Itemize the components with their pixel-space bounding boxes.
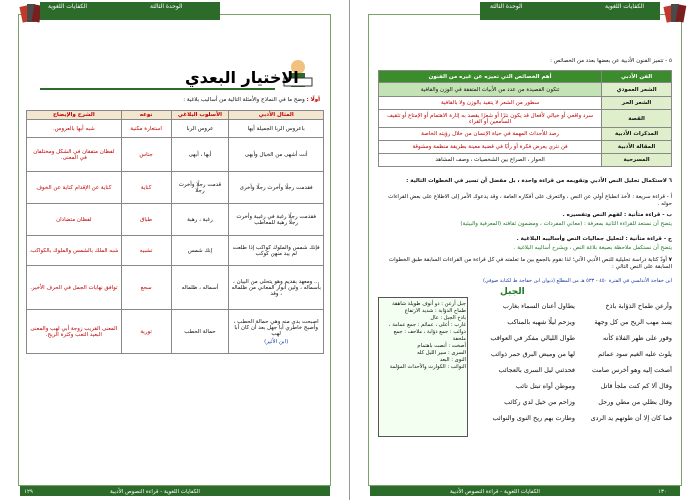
row-type: سجع (121, 266, 171, 310)
genre-row (379, 110, 672, 128)
row-explain: لفظان متضادان (27, 204, 122, 236)
genre-name: الشعر الحر (602, 97, 672, 110)
genre-trait: فن نثري يعرض فكرة أو رأيًا في قضية معينة بطريقة منظمة ومشوقة (379, 141, 602, 154)
genre-row (379, 97, 672, 110)
table-header-row (27, 111, 324, 120)
header-genre: الفن الأدبي (602, 71, 672, 83)
row-explain: شبه أبها بالعروس. (27, 120, 122, 138)
row-example: أنت أشهى من الخيال وأبهى (229, 138, 324, 172)
glossary-list (382, 301, 466, 371)
glossary-item: السرى : سير الليل كله (417, 350, 466, 357)
row-explain: المعنى القريب زوجة أبي لهب والمعنى البعيد التعب وكثرة الريح. (27, 310, 122, 354)
table-row (27, 236, 324, 266)
row-example: ... ومعهد بقديم وهو يتحلى من البيان ، بأسماله ، ولين أنوار المعاني من ظلماله ، وقد (229, 266, 324, 310)
row-example-text: اصبحت بدي منه وهي حمالة الحطب ، وأصبح خاطري أبا جهل بعد أن كان أبا لهب (233, 318, 319, 337)
row-example: فإنك شمس والملوك كواكب إذا طلعت لم يبد منهن كوكب (229, 236, 324, 266)
genres-header-row (379, 71, 672, 83)
row-type: طباق (121, 204, 171, 236)
poem-heading: الجبل (500, 287, 525, 297)
genre-row (379, 83, 672, 97)
row-type: استعارة مكنية (121, 120, 171, 138)
poem-first-hemistich: فما كان إلا أن طوتهم يد الردى (590, 414, 672, 422)
poem-second-hemistich: يطاول أعنان السماء بغارب (502, 302, 575, 310)
page-number: ١٣٠ (658, 489, 667, 495)
genre-row (379, 128, 672, 141)
poem-first-hemistich: وقور على ظهر الفلاة كأنه (603, 334, 672, 342)
right-page (350, 0, 700, 500)
poem-second-hemistich: طوال الليالي مفكر في العواقب (490, 334, 575, 342)
row-device: إنك شمس (171, 236, 229, 266)
genre-name: الشعر العمودي (602, 83, 672, 97)
page-number: ١٢٩ (24, 489, 33, 495)
question-label: أولًا : (306, 97, 320, 103)
footer-book-title: الكفايات اللغوية - قراءة النصوص الأدبية (450, 489, 540, 495)
step-c: ج - قراءة متأنية : لتحليل جماليات النص وأساليبه البلاغية . (516, 236, 672, 242)
poem-source: ابن خفاجة الأندلسي في الفترة ٤٥٠ - ٥٣٣ هـ من المطلع (ديوان ابن خفاجة ط لكتابة صوفي) (482, 278, 672, 284)
step-a: أ - قراءة سريعة : لأخذ انطباع أولي عن النص ، والتعرف على أفكاره العامة ، وقد يدعوك الأمر إلى الاطلاع على بعض القراءات حوله . (388, 194, 672, 208)
step-b: ب - قراءة متأنية : لفهم النص وتفسيره . (562, 212, 672, 218)
title-underline (40, 88, 275, 90)
poem-second-hemistich: لها من وميض البرق حمر ذوائب (490, 350, 575, 358)
ribbon-skills: الكفايات اللغوية (48, 3, 88, 10)
row-device: عروس الربا (171, 120, 229, 138)
table-row (27, 266, 324, 310)
glossary-item: باذخ الجبل : عال (430, 315, 466, 322)
page-title: الاختيار البعدي (185, 68, 299, 87)
rhetoric-table (26, 110, 324, 354)
row-example (229, 310, 324, 354)
q6-number: ٦ (668, 178, 672, 184)
genre-trait: سطور من الشعر لا يتقيد بالوزن ولا بالقافية (379, 97, 602, 110)
header-traits: أهم الخصائص التي تميزه عن غيره من الفنون (379, 71, 602, 83)
step-seven (378, 257, 672, 272)
genre-trait: رصد للأحداث المهمة في حياة الإنسان من خلال رؤيته الخاصة (379, 128, 602, 141)
ribbon-skills: الكفايات اللغوية (605, 3, 645, 10)
step-c-note: يتضح أن نستكمل ملاحظة بصيغة بلاغة النص ، ويشرح أساليبه البلاغية . (513, 245, 672, 251)
row-device: أبها ، أبهى (171, 138, 229, 172)
step-six (378, 178, 672, 185)
table-row (27, 120, 324, 138)
row-example: فقدمت رجلًا وأخرت رجلًا وأخرى (229, 172, 324, 204)
header-device: الأسلوب البلاغي (171, 111, 229, 120)
poem-second-hemistich: ويزحم ليلًا شهبه بالمناكب (507, 318, 575, 326)
row-explain: لفظان متفقان في الشكل ومختلفان في المعنى. (27, 138, 122, 172)
poem-first-hemistich: وقال بظلي من مطي ورحل (598, 398, 672, 406)
genres-table (378, 70, 672, 167)
glossary-item: النوائب : الكوارث والأحداث المؤلمة (389, 364, 466, 371)
header-example: المثال الأدبي (229, 111, 324, 120)
row-type: جناس (121, 138, 171, 172)
poem-second-hemistich: وموطن أواه تبتل تائب (515, 382, 575, 390)
row-type: تورية (121, 310, 171, 354)
glossary-item: النوى : البعد (439, 357, 466, 364)
poem-second-hemistich: وزاحم من خيل لدي ركائب (504, 398, 575, 406)
intro-number: ٥ (669, 58, 672, 64)
poem-second-hemistich: فحدثني ليل السرى بالعجائب (498, 366, 575, 374)
row-device: حمالة الحطب (171, 310, 229, 354)
row-type: تشبيه (121, 236, 171, 266)
row-type: كناية (121, 172, 171, 204)
q7-number: ٧ (668, 257, 672, 263)
glossary-item: طماح الذؤابة : شديد الارتفاع (404, 308, 466, 315)
glossary-box (378, 297, 468, 437)
row-explain: كناية عن الإقدام كناية عن الخوف (27, 172, 122, 204)
poem-first-hemistich: يلوث عليه الغيم سود عمائم (598, 350, 672, 358)
footer-book-title: الكفايات اللغوية - قراءة النصوص الأدبية (110, 489, 200, 495)
genre-trait: سرد واقعي أو خيالي لأفعال قد يكون نثرًا أو شعرًا يقصد به إثارة الاهتمام أو الإمتاع أو تثقيف السامعين أو القراء (379, 110, 602, 128)
glossary-item: جبل أرعن : ذو أنوف طويلة شاهقة (392, 301, 466, 307)
row-device: أسماله ، ظلماله (171, 266, 229, 310)
step-b-note: يتضح أن نستعد للقراءة الثانية بمعرفة : (معاني المفردات ، ومضمون ثقافته (المعرفية والبيئية) (460, 221, 672, 227)
source-note: (ابن الأثير) (264, 338, 289, 345)
ribbon-unit: الوحدة الثالثة (490, 3, 523, 10)
table-row (27, 172, 324, 204)
row-device: رغبة ، رهبة (171, 204, 229, 236)
genre-row (379, 154, 672, 167)
header-type: نوعه (121, 111, 171, 120)
genre-name: المذكرات الأدبية (602, 128, 672, 141)
poem-first-hemistich: أصخت إليه وهو أخرس صامت (591, 366, 672, 374)
table-row (27, 204, 324, 236)
poem-first-hemistich: وأرعن طماح الذؤابة باذخ (605, 302, 672, 310)
q7-text: أودّ كتابة دراسة تحليلية للنص الأدبي الآتي؛ لذا نقوم بالجمع بين ما تعلمته في كل قراءة من القراءات السابقة طبق الخطوات السابقة على النص التالي : (388, 257, 672, 271)
glossary-item: غارب : أعلى ، عمائم : جمع عمامة ، ذوائب : جمع ذؤابة ، ملاحف : جمع ملحفة (388, 322, 466, 343)
row-explain: توافق نهايات الجمل في الحرف الأخير. (27, 266, 122, 310)
poem-first-hemistich: يسد مهب الريح من كل وجهة (594, 318, 672, 326)
genre-row (379, 141, 672, 154)
table-row (27, 310, 324, 354)
row-example: باعروس الربا الجميلة أيها (229, 120, 324, 138)
question-text: وضح ما في النماذج والأمثلة التالية من أساليب بلاغية : (183, 97, 305, 103)
genre-name: المسرحية (602, 154, 672, 167)
q6-text: لاستكمال تحليل النص الأدبي وتقويمه من قراءة واحدة ، بل مفضل أن تسير في الخطوات التالية : (406, 178, 667, 184)
genre-trait: الحوار ، الصراع بين الشخصيات ، وصف المشاهد (379, 154, 602, 167)
intro-text: - تتميز الفنون الأدبية عن بعضها بعدد من الخصائص : (550, 58, 668, 64)
genre-trait: تتكون القصيدة من عدد من الأبيات المتفقة في الوزن والقافية (379, 83, 602, 97)
row-example: فقدمت رجلًا رغبة في رغيبة وأخرت رجلًا رهبة للمعاطب (229, 204, 324, 236)
genre-name: المقالة الأدبية (602, 141, 672, 154)
genre-name: القصة (602, 110, 672, 128)
question-line (110, 97, 320, 104)
ribbon-unit: الوحدة الثالثة (150, 3, 183, 10)
poem-first-hemistich: وقال ألا كم كنت ملجأ قاتل (600, 382, 672, 390)
header-explain: الشرح والإيضاح (27, 111, 122, 120)
glossary-item: أصخت : أنصت باهتمام (417, 343, 466, 350)
intro-line (550, 58, 672, 65)
poem-second-hemistich: وطارت بهم ريح النوى والنوائب (492, 414, 575, 422)
table-row (27, 138, 324, 172)
books-icon (662, 0, 688, 26)
row-explain: شبه الملك بالشمس والملوك بالكواكب. (27, 236, 122, 266)
row-device: قدمت رجلًا وأخرت رجلًا (171, 172, 229, 204)
